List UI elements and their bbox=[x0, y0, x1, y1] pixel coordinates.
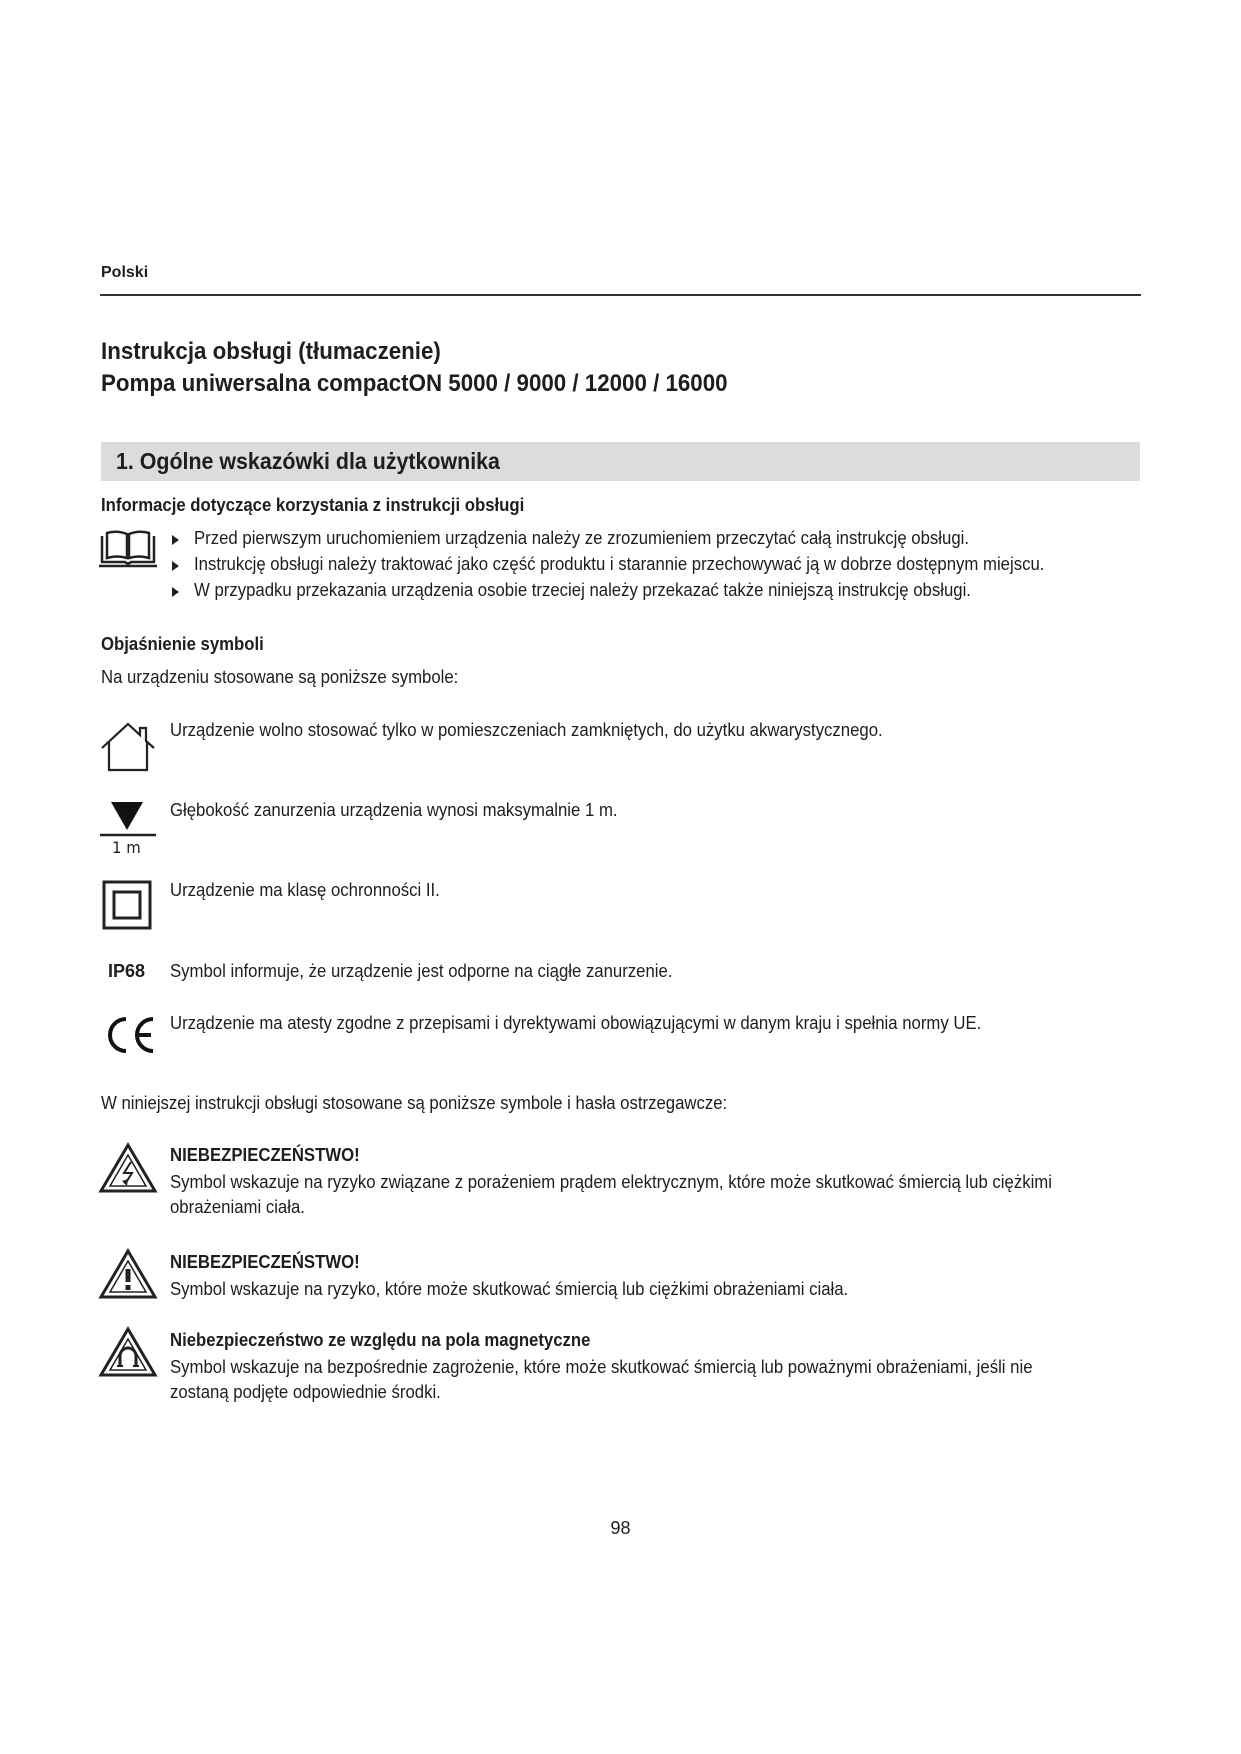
usage-heading: Informacje dotyczące korzystania z instrukcji obsługi bbox=[101, 495, 525, 515]
ip68-label: IP68 bbox=[108, 961, 146, 981]
symbol-text-ce: Urządzenie ma atesty zgodne z przepisami i dyrektywami obowiązującymi w danym kraju i spełnia normy UE. bbox=[170, 1013, 982, 1033]
warnings-intro: W niniejszej instrukcji obsługi stosowane są poniższe symbole i hasła ostrzegawcze: bbox=[101, 1093, 728, 1113]
warning-title-magnetic: Niebezpieczeństwo ze względu na pola magnetyczne bbox=[170, 1330, 591, 1350]
header-divider bbox=[100, 294, 1141, 296]
magnetic-field-warning-icon bbox=[98, 1326, 158, 1378]
depth-label: 1 m bbox=[112, 838, 141, 857]
symbol-text-protection: Urządzenie ma klasę ochronności II. bbox=[170, 880, 440, 900]
indoor-house-icon bbox=[99, 720, 157, 772]
warning-title-general: NIEBEZPIECZEŃSTWO! bbox=[170, 1252, 360, 1272]
symbol-text-depth: Głębokość zanurzenia urządzenia wynosi maksymalnie 1 m. bbox=[170, 800, 618, 820]
warning-text-electric: Symbol wskazuje na ryzyko związane z porażeniem prądem elektrycznym, które może skutkować śmiercią lub ciężkimi obrażeniami ciała. bbox=[170, 1172, 1052, 1217]
symbol-text-indoor: Urządzenie wolno stosować tylko w pomieszczeniach zamkniętych, do użytku akwarystycznego. bbox=[170, 720, 883, 740]
manual-book-icon bbox=[98, 530, 158, 570]
symbols-intro: Na urządzeniu stosowane są poniższe symbole: bbox=[101, 667, 459, 687]
page-number: 98 bbox=[610, 1518, 631, 1538]
bullet-triangle-icon bbox=[172, 535, 179, 545]
warning-text-magnetic: Symbol wskazuje na bezpośrednie zagrożenie, które może skutkować śmiercią lub poważnymi obrażeniami, jeśli nie zostaną podjęte odpowiednie środki. bbox=[170, 1357, 1033, 1402]
language-label: Polski bbox=[101, 264, 149, 281]
document-page: Polski Instrukcja obsługi (tłumaczenie) Pompa uniwersalna compactON 5000 / 9000 / 12000 / 16000 1. Ogólne wskazówki dla użytkownika Informacje dotyczące korzystania z instrukcji obsługi Przed pierwszym uruchomieniem urządzenia należy ze zrozumieniem przeczytać całą instrukcję obsługi. Instrukcję obsługi należy traktować jako część produktu i starannie przechowywać ją w dobrze dostępnym miejscu. W przypadku przekazania urządzenia osobie trzeciej należy przekazać także niniejszą instrukcję obsługi. Objaśnienie symboli Na urządzeniu stosowane są poniższe symbole: Urządzenie wolno stosować tylko w pomieszczeniach zamkniętych, do użytku akwarystycznego. 1 m Głębokość zanurzenia urządzenia wynosi maksymalnie 1 m. Urządzenie ma klasę ochronności II. IP68 Symbol informuje, że urządzenie jest odporne na ciągłe zanurzenie. Urządzenie ma atesty zgodne z przepisami i dyrektywami obowiązującymi w danym kraju i spełnia normy UE. W niniejszej instrukcji obsługi stosowane są poniższe symbole i hasła ostrzegawcze: NIEBEZPIECZEŃSTWO! Symbol wskazuje na ryzyko związane z porażeniem prądem elektrycznym, które może skutkować śmiercią lub ciężkimi obrażeniami ciała. NIEBEZPIECZEŃSTWO! Symbol wskazuje na ryzyko, które może skutkować śmiercią lub ciężkimi obrażeniami ciała. Niebezpieczeństwo ze względu na pola magnetyczne Symbol wskazuje na bezpośrednie zagrożenie, które może skutkować śmiercią lub poważnymi obrażeniami, jeśli nie zostaną podjęte odpowiednie środki. 98 bbox=[0, 0, 1241, 1754]
warning-text-general: Symbol wskazuje na ryzyko, które może skutkować śmiercią lub ciężkimi obrażeniami ciała. bbox=[170, 1279, 849, 1299]
section-heading-bar bbox=[101, 442, 1140, 481]
warning-title-electric: NIEBEZPIECZEŃSTWO! bbox=[170, 1145, 360, 1165]
section-heading: 1. Ogólne wskazówki dla użytkownika bbox=[116, 448, 500, 474]
document-title: Instrukcja obsługi (tłumaczenie) bbox=[101, 338, 441, 365]
protection-class-ii-icon bbox=[102, 880, 152, 930]
symbol-text-ip68: Symbol informuje, że urządzenie jest odporne na ciągłe zanurzenie. bbox=[170, 961, 673, 981]
electric-shock-warning-icon bbox=[98, 1142, 158, 1194]
bullet-triangle-icon bbox=[172, 561, 179, 571]
general-warning-icon bbox=[98, 1248, 158, 1300]
product-title: Pompa uniwersalna compactON 5000 / 9000 / 12000 / 16000 bbox=[101, 370, 728, 397]
bullet-triangle-icon bbox=[172, 587, 179, 597]
ce-mark-icon bbox=[101, 1015, 159, 1055]
symbols-heading: Objaśnienie symboli bbox=[101, 634, 264, 654]
